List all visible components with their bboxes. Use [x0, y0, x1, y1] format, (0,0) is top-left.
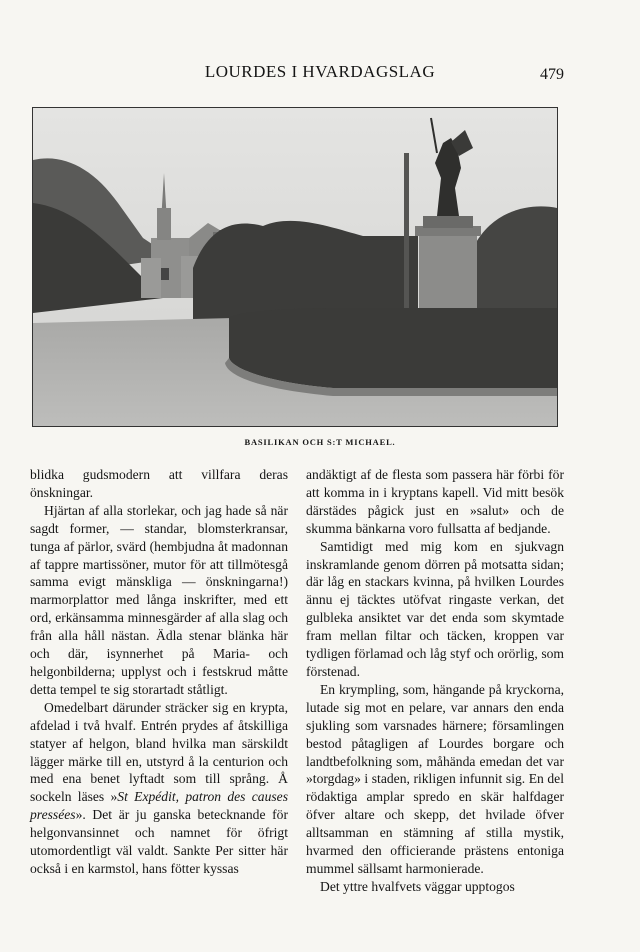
paragraph	[30, 699, 288, 878]
page-header	[0, 58, 640, 88]
page-number: 479	[540, 66, 564, 83]
paragraph: Det yttre hvalfvets väggar upptogos	[320, 878, 515, 894]
running-title: LOURDES I HVARDAGSLAG	[204, 62, 436, 81]
left-column	[30, 466, 288, 878]
photograph-basilica-and-st-michael	[32, 107, 558, 427]
paragraph: blidka gudsmodern att villfara deras önskningar.	[30, 467, 288, 500]
paragraph: andäktigt af de flesta som passera här förbi för att komma in i kryptans kapell. Vid mitt besök därstädes pågick just en »salut» och de skumma bänkarna voro fullsatta af bedjande.	[306, 467, 564, 536]
paragraph-text: Omedelbart därunder sträcker sig en krypta, afdelad i två hvalf. Entrén prydes af åtskilliga statyer af helgon, bland hvilka man särskildt lägger märke till en, utstyrd å la centurion och med ena benet lyftadt som till språng. Å sockeln läses »	[30, 699, 288, 805]
paragraph-text: ». Det är ju ganska betecknande för helgonvansinnet och namnet för öfrigt utomordentligt väl valdt. Sankte Per sitter här också i en karmstol, hans fötter kyssas	[30, 807, 288, 876]
figure-caption: BASILIKAN OCH S:T MICHAEL.	[244, 437, 396, 447]
inscription-text: St Expédit, patron des causes pressées	[30, 789, 288, 823]
paragraph: Hjärtan af alla storlekar, och jag hade så när sagdt former, — standar, blomsterkransar, tunga af pärlor, svärd (hembjudna åt madonnan af tappre martissöner, mutor för att tillmötesgå samma evigt mänskliga — önskningarna!) marmorplattor med långa inskrifter, med ett ord, erkänsamma minnesgärder af alla slag och från alla håll nästan. Ädla stenar blänka här och där, isynnerhet på Maria- och helgonbilderna; upplyst och i festskrud måtte detta tempel te sig storartadt ståtligt.	[30, 502, 288, 697]
paragraph: En krympling, som, hängande på kryckorna, lutade sig mot en pelare, var annars den enda sjukling som varsnades härnere; församlingen bestod påtagligen af Lourdes borgare och landtbefolkning som, måhända emedan det var »torgdag» i staden, rikligen infunnit sig. En del rödaktiga amplar spredo en skär halfdager öfver altare och skepp, det hvilade öfver alltsamman en stämning af stilla mystik, hvarmed den officierande prästens entoniga mummel sällsamt harmonierade.	[306, 681, 564, 876]
iron-railing	[225, 308, 557, 396]
paragraph: Samtidigt med mig kom en sjukvagn inskramlande genom dörren på motsatta sidan; där låg en stackars kvinna, på hvilken Lourdes ännu ej täcktes utöfvat ringaste verkan, det gulbleka ansiktet var det enda som skymtade fram mellan filtar och täcken, kroppen var tydligen förlamad och låg styf och orörlig, som förstenad.	[306, 538, 564, 679]
flagpole	[404, 153, 409, 328]
right-column	[306, 466, 564, 896]
